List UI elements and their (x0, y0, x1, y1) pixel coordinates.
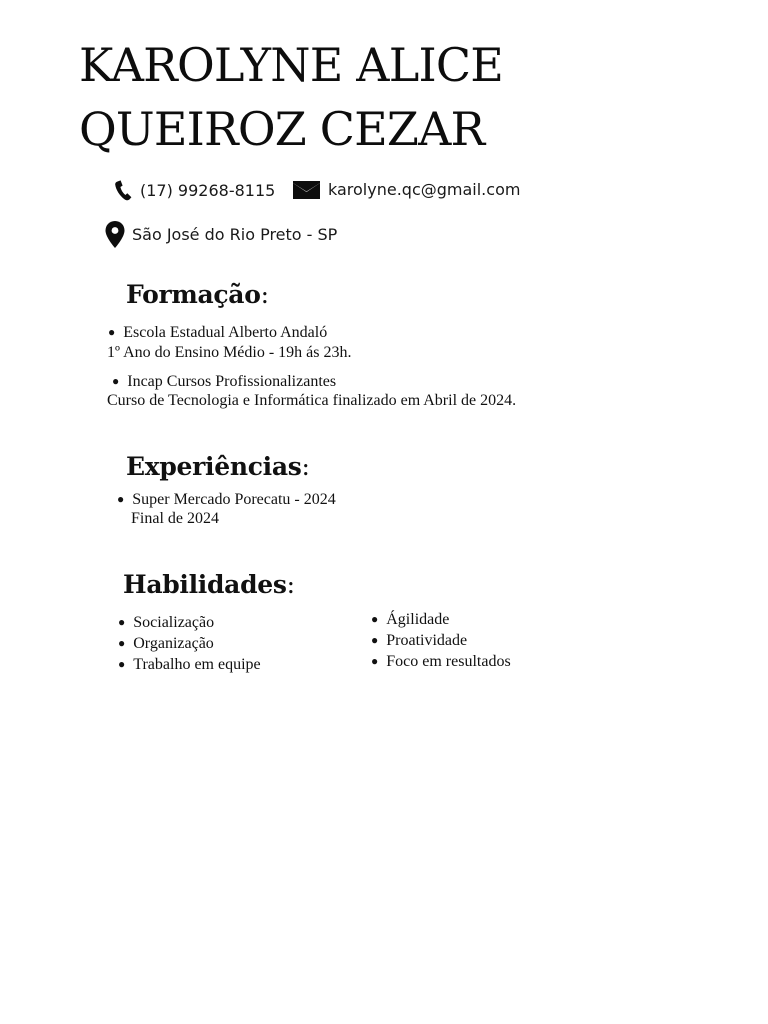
list-item (118, 654, 261, 675)
phone-icon (114, 180, 132, 201)
bullet-icon: ● (112, 374, 120, 388)
envelope-icon (293, 181, 320, 199)
location-text: São José do Rio Preto - SP (132, 225, 338, 244)
list-item (371, 651, 511, 672)
experiencias-heading-colon: : (301, 452, 310, 481)
experiencias-heading-text: Experiências (126, 452, 302, 481)
bullet-icon: ● (371, 612, 379, 626)
skill-label: Proatividade (386, 632, 468, 649)
habilidades-heading-text: Habilidades (123, 570, 287, 599)
experience-item-1-detail: Final de 2024 (131, 510, 219, 527)
map-pin-icon (105, 221, 125, 248)
skill-label: Organização (133, 635, 214, 652)
skills-list-left (118, 612, 261, 675)
skill-label: Foco em resultados (386, 653, 511, 670)
education-item-2-detail: Curso de Tecnologia e Informática finalizado em Abril de 2024. (107, 392, 517, 409)
habilidades-heading (123, 570, 295, 599)
bullet-icon: ● (118, 657, 126, 671)
list-item (118, 612, 261, 633)
list-item (118, 633, 261, 654)
skill-label: Ágilidade (386, 611, 450, 628)
name-line-2: QUEIROZ CEZAR (79, 102, 485, 156)
habilidades-heading-colon: : (286, 570, 295, 599)
bullet-icon: ● (118, 615, 126, 629)
skill-label: Socialização (133, 614, 215, 631)
email-contact (293, 180, 520, 199)
education-item-2-title-row (112, 371, 336, 392)
skill-label: Trabalho em equipe (133, 656, 261, 673)
bullet-icon: ● (371, 633, 379, 647)
skills-list-right (371, 609, 511, 672)
phone-number: (17) 99268-8115 (140, 181, 276, 200)
experiencias-heading (126, 452, 310, 481)
phone-contact (114, 180, 275, 201)
formacao-heading (126, 280, 269, 309)
name-line-1: KAROLYNE ALICE (79, 38, 504, 92)
location-contact (105, 221, 337, 248)
bullet-icon: ● (118, 636, 126, 650)
experience-item-1-title-row (117, 489, 336, 510)
education-item-1-detail: 1º Ano do Ensino Médio - 19h ás 23h. (107, 344, 352, 361)
formacao-heading-text: Formação (126, 280, 261, 309)
education-item-2-title: Incap Cursos Profissionalizantes (127, 373, 337, 390)
bullet-icon: ● (117, 492, 125, 506)
list-item (371, 609, 511, 630)
education-item-1-title-row (108, 322, 327, 343)
list-item (371, 630, 511, 651)
experience-item-1-title: Super Mercado Porecatu - 2024 (132, 491, 336, 508)
bullet-icon: ● (371, 654, 379, 668)
formacao-heading-colon: : (260, 280, 269, 309)
bullet-icon: ● (108, 325, 116, 339)
education-item-1-title: Escola Estadual Alberto Andaló (123, 324, 328, 341)
email-address: karolyne.qc@gmail.com (328, 180, 521, 199)
